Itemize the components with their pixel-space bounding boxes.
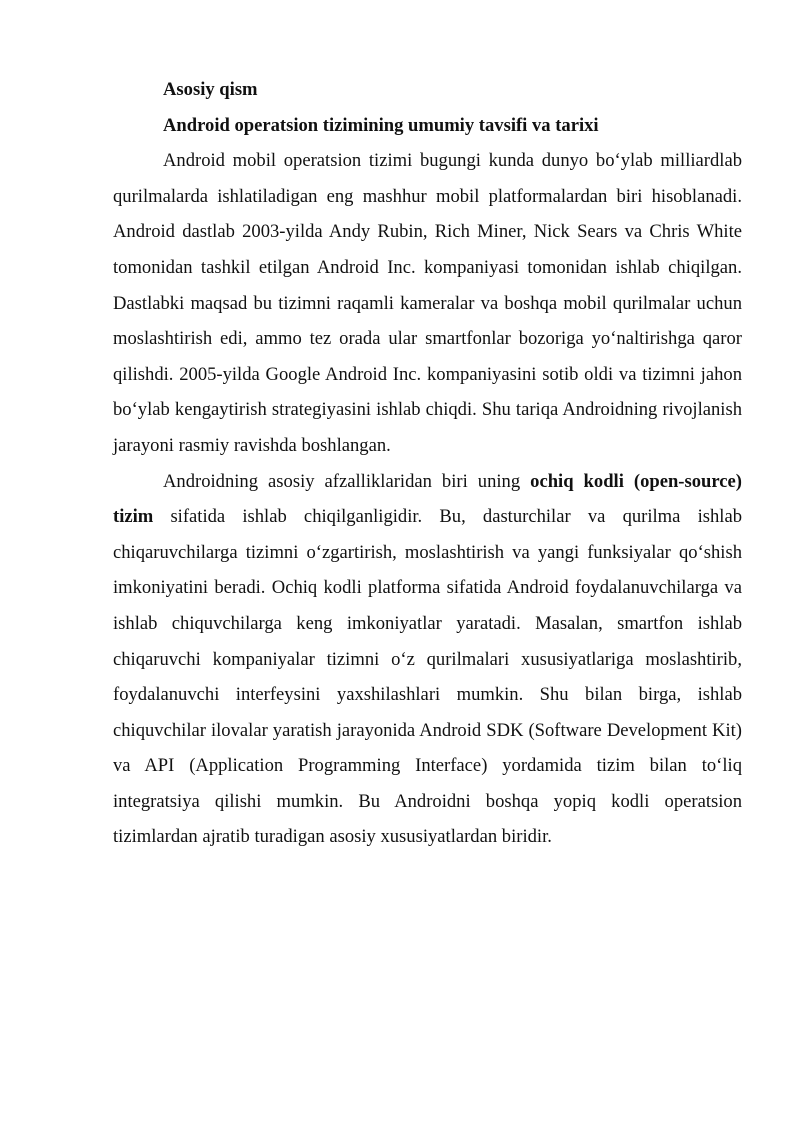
paragraph-history: Android mobil operatsion tizimi bugungi kunda dunyo bo‘ylab milliardlab qurilmalarda ishlatiladigan eng mashhur mobil platformalardan biri hisoblanadi. Android dastlab 2003-yilda Andy Rubin, Rich Miner, Nick Sears va Chris White tomonidan tashkil etilgan Android Inc. kompaniyasi tomonidan ishlab chiqilgan. Dastlabki maqsad bu tizimni raqamli kameralar va boshqa mobil qurilmalar uchun moslashtirish edi, ammo tez orada ular smartfonlar bozoriga yo‘naltirishga qaror qilishdi. 2005-yilda Google Android Inc. kompaniyasini sotib oldi va tizimni jahon bo‘ylab kengaytirish strategiyasini ishlab chiqdi. Shu tariqa Androidning rivojlanish jarayoni rasmiy ravishda boshlangan.: [113, 150, 742, 456]
paragraph-text: Androidning asosiy afzalliklaridan biri uning: [163, 470, 531, 492]
emphasis-open-source: ochiq kodli (open-source) tizim: [113, 470, 742, 528]
document-body: [113, 72, 742, 855]
section-title: Asosiy qism: [163, 79, 258, 100]
paragraph-open-source: [113, 464, 742, 856]
subsection-title: Android operatsion tizimining umumiy tavsifi va tarixi: [163, 114, 599, 136]
paragraph-text: sifatida ishlab chiqilganligidir. Bu, dasturchilar va qurilma ishlab chiqaruvchilarga tizimni o‘zgartirish, moslashtirish va yangi funksiyalar qo‘shish imkoniyatini beradi. Ochiq kodli platforma sifatida Android foydalanuvchilarga va ishlab chiquvchilarga keng imkoniyatlar yaratadi. Masalan, smartfon ishlab chiqaruvchi kompaniyalar tizimni o‘z qurilmalari xususiyatlariga moslashtirib, foydalanuvchi interfeysini yaxshilashlari mumkin. Shu bilan birga, ishlab chiquvchilar ilovalar yaratish jarayonida Android SDK (Software Development Kit) va API (Application Programming Interface) yordamida tizim bilan to‘liq integratsiya qilishi mumkin. Bu Androidni boshqa yopiq kodli operatsion tizimlardan ajratib turadigan asosiy xususiyatlardan biridir.: [113, 506, 742, 848]
